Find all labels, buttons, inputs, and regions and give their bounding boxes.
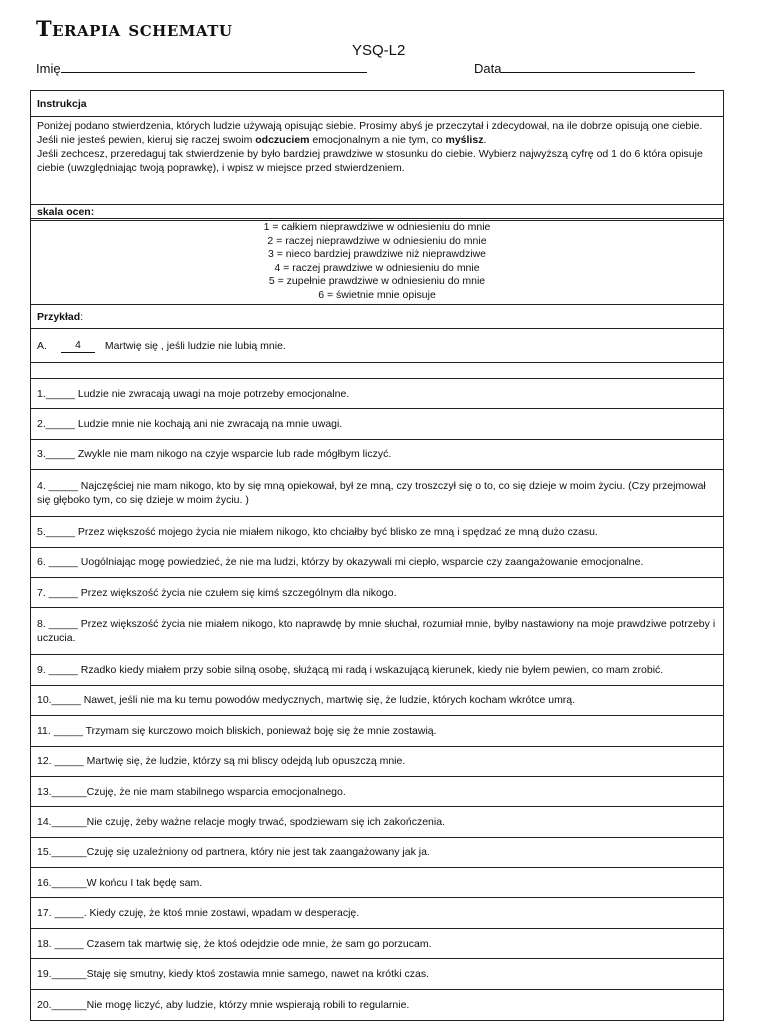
document-title: Terapia schematu	[36, 16, 233, 41]
example-heading: Przykład :	[31, 305, 723, 329]
emphasis-thinking: myślisz	[445, 134, 484, 146]
questionnaire-item[interactable]: 1._____ Ludzie nie zwracają uwagi na moje potrzeby emocjonalne.	[31, 379, 723, 409]
scale-item: 4 = raczej prawdziwe w odniesieniu do mnie	[274, 261, 480, 274]
scale-item: 5 = zupełnie prawdziwe w odniesieniu do mnie	[268, 275, 486, 288]
name-underline[interactable]	[61, 60, 367, 73]
scale-item: 6 = świetnie mnie opisuje	[318, 288, 436, 301]
questionnaire-item[interactable]: 18. _____ Czasem tak martwię się, że ktoś odejdzie ode mnie, że sam go porzucam.	[31, 929, 723, 959]
questionnaire-item[interactable]: 20.______Nie mogę liczyć, aby ludzie, którzy mnie wspierają robili to regularnie.	[37, 998, 410, 1011]
name-field[interactable]	[36, 60, 367, 76]
spacer-row	[31, 363, 723, 379]
item-list	[31, 379, 723, 1020]
questionnaire-item[interactable]: 10._____ Nawet, jeśli nie ma ku temu powodów medycznych, martwię się, że ludzie, których kocham wkrótce umrą.	[31, 686, 723, 716]
questionnaire-item[interactable]: 5._____ Przez większość mojego życia nie miałem nikogo, kto chciałby być blisko ze mną i spędzać ze mną dużo czasu.	[31, 517, 723, 547]
instruction-line-3: Jeśli zechcesz, przeredaguj tak stwierdzenie by było bardziej prawdziwe w stosunku do ciebie. Wybierz najwyższą cyfrę od 1 do 6 która opisuje ciebie (uwzględniając twoją poprawkę), i wpisz w miejsce przed stwierdzeniem.	[37, 148, 703, 174]
scale-heading: skala ocen:	[31, 205, 723, 221]
questionnaire-item[interactable]: 6. _____ Uogólniając mogę powiedzieć, że nie ma ludzi, którzy by okazywali mi ciepło, wsparcie czy zaangażowanie emocjonalne.	[31, 548, 723, 578]
questionnaire-item[interactable]: 11. _____ Trzymam się kurczowo moich bliskich, ponieważ boję się że mnie zostawią.	[31, 716, 723, 746]
date-field[interactable]	[474, 60, 695, 76]
questionnaire-item[interactable]: 2._____ Ludzie mnie nie kochają ani nie zwracają na mnie uwagi.	[31, 409, 723, 439]
questionnaire-item[interactable]: 12. _____ Martwię się, że ludzie, którzy są mi bliscy odejdą lub opuszczą mnie.	[31, 747, 723, 777]
questionnaire-item[interactable]: 13.______Czuję, że nie mam stabilnego wsparcia emocjonalnego.	[31, 777, 723, 807]
questionnaire-item[interactable]: 14.______Nie czuję, żeby ważne relacje mogły trwać, spodziewam się ich zakończenia.	[31, 807, 723, 837]
questionnaire-item[interactable]: 4. _____ Najczęściej nie mam nikogo, kto by się mną opiekował, był ze mną, czy troszczył się o to, co się dzieje w moim życiu. (Czy przejmował się głęboko tym, co się dzieje w moim życiu. )	[31, 470, 723, 517]
date-underline[interactable]	[501, 60, 695, 73]
questionnaire-item[interactable]: 9. _____ Rzadko kiedy miałem przy sobie silną osobę, służącą mi radą i wskazującą kierunek, kiedy nie byłem pewien, co mam zrobić.	[31, 655, 723, 685]
questionnaire-item[interactable]: 15.______Czuję się uzależniony od partnera, który nie jest tak zaangażowany jak ja.	[31, 838, 723, 868]
questionnaire-item[interactable]: 16.______W końcu I tak będę sam.	[31, 868, 723, 898]
questionnaire-item[interactable]: 17. _____. Kiedy czuję, że ktoś mnie zostawi, wpadam w desperację.	[31, 898, 723, 928]
questionnaire-table	[30, 90, 724, 1021]
instruction-heading: Instrukcja	[31, 91, 723, 117]
instruction-line-1: Poniżej podano stwierdzenia, których ludzie używają opisując siebie. Prosimy abyś je przeczytał i zdecydował, na ile dobrze opisują one ciebie.	[37, 120, 703, 132]
instruction-line-2: Jeśli nie jesteś pewien, kieruj się raczej swoim odczuciem emocjonalnym a nie tym, co myślisz.	[37, 134, 487, 146]
name-label: Imię	[36, 61, 61, 76]
questionnaire-item[interactable]: 7. _____ Przez większość życia nie czułem się kimś szczególnym dla nikogo.	[31, 578, 723, 608]
example-item	[31, 329, 723, 363]
example-text: Martwię się , jeśli ludzie nie lubią mnie.	[104, 339, 286, 352]
instruction-text	[31, 117, 723, 205]
questionnaire-item[interactable]: 3._____ Zwykle nie mam nikogo na czyje wsparcie lub rade mógłbym liczyć.	[31, 440, 723, 470]
emphasis-feeling: odczuciem	[255, 134, 310, 146]
example-answer: 4	[61, 338, 95, 353]
rating-scale	[31, 221, 723, 305]
date-label: Data	[474, 61, 502, 76]
scale-item: 3 = nieco bardziej prawdziwe niż nieprawdziwe	[268, 248, 486, 261]
questionnaire-item[interactable]: 8. _____ Przez większość życia nie miałem nikogo, kto naprawdę by mnie słuchał, rozumiał mnie, byłby nastawiony na moje prawdziwe potrzeby i uczucia.	[31, 608, 723, 655]
scale-item: 2 = raczej nieprawdziwe w odniesieniu do mnie	[267, 234, 487, 247]
scale-item: 1 = całkiem nieprawdziwe w odniesieniu do mnie	[263, 221, 491, 233]
questionnaire-code: YSQ-L2	[352, 42, 406, 59]
example-prefix: A.	[37, 339, 47, 352]
questionnaire-item[interactable]: 19.______Staję się smutny, kiedy ktoś zostawia mnie samego, nawet na krótki czas.	[31, 959, 723, 989]
